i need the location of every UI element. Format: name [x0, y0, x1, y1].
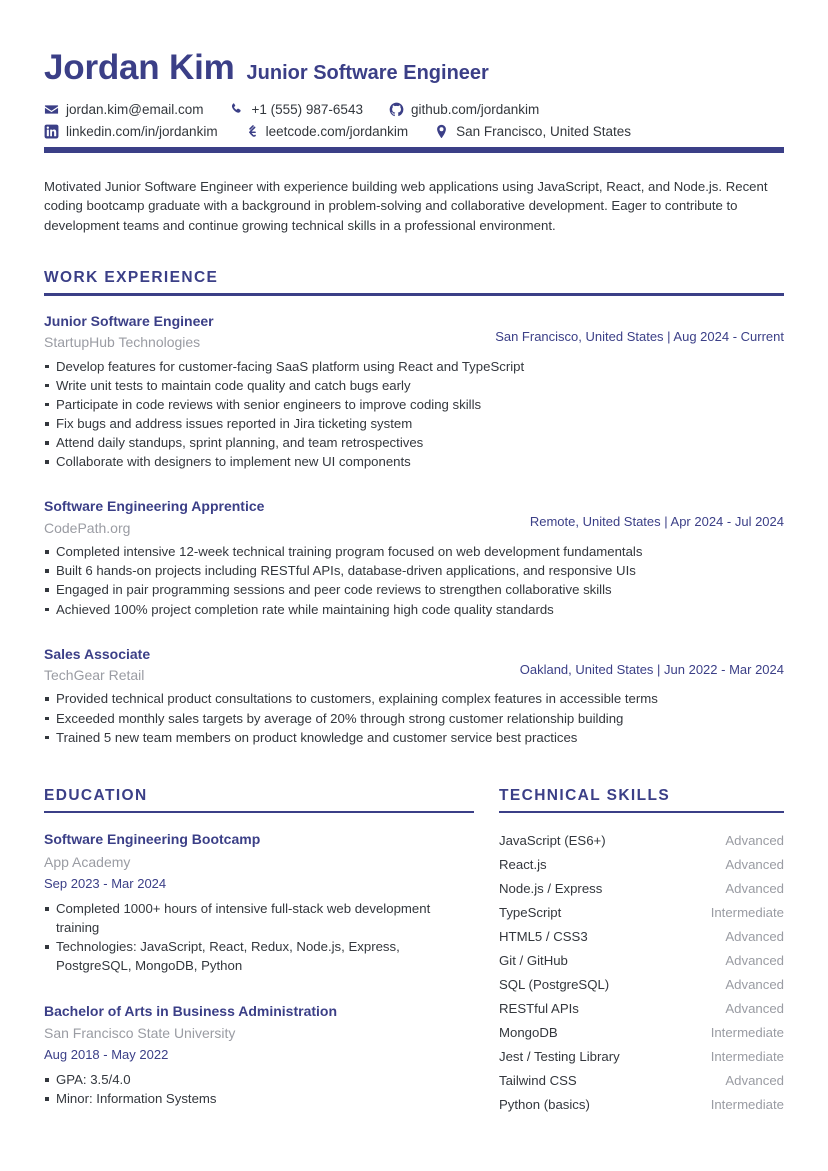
phone-icon: [230, 102, 245, 117]
education-divider: [44, 811, 474, 814]
education-section: [44, 787, 474, 1109]
contact-item-leetcode[interactable]: [244, 124, 409, 139]
skill-row: [499, 948, 784, 972]
work-experience-heading: WORK EXPERIENCE: [44, 269, 219, 287]
skill-row: [499, 1044, 784, 1068]
education-bullet-list: [44, 899, 474, 976]
skill-name: Node.js / Express: [499, 880, 603, 896]
work-experience-section: [44, 269, 784, 746]
experience-bullet: Attend daily standups, sprint planning, and team retrospectives: [44, 433, 784, 452]
skill-row: [499, 900, 784, 924]
experience-entry-header: [44, 498, 784, 537]
skill-level: Advanced: [725, 952, 784, 968]
name-title-row: [44, 50, 784, 87]
education-heading: EDUCATION: [44, 786, 148, 804]
contact-text: +1 (555) 987-6543: [251, 101, 363, 117]
contact-item-linkedin[interactable]: [44, 124, 218, 139]
education-school: San Francisco State University: [44, 1025, 236, 1042]
skill-row: [499, 876, 784, 900]
contact-text: jordan.kim@email.com: [66, 101, 204, 117]
skill-name: SQL (PostgreSQL): [499, 976, 610, 992]
skill-level: Intermediate: [710, 1024, 784, 1040]
experience-bullet: Trained 5 new team members on product knowledge and customer service best practices: [44, 728, 784, 747]
experience-bullet: Built 6 hands-on projects including RESTful APIs, database-driven applications, and responsive UIs: [44, 561, 784, 580]
skill-name: Jest / Testing Library: [499, 1048, 620, 1064]
experience-bullet-list: [44, 542, 784, 619]
resume-header: [44, 50, 784, 153]
contact-text: github.com/jordankim: [410, 101, 540, 117]
column-gap: [474, 787, 499, 1116]
contact-row-1: [44, 102, 784, 117]
experience-entry: [44, 313, 784, 472]
header-divider: [44, 147, 784, 153]
technical-skills-section: [499, 787, 784, 1116]
experience-bullet: Participate in code reviews with senior engineers to improve coding skills: [44, 395, 784, 414]
experience-bullet: Exceeded monthly sales targets by average of 20% through strong customer relationship building: [44, 709, 784, 728]
skill-row: [499, 828, 784, 852]
skill-list: [499, 828, 784, 1116]
experience-bullet: Develop features for customer-facing SaaS platform using React and TypeScript: [44, 357, 784, 376]
experience-bullet: Write unit tests to maintain code quality and catch bugs early: [44, 376, 784, 395]
candidate-name: Jordan Kim: [44, 48, 235, 87]
candidate-job-title: Junior Software Engineer: [246, 62, 489, 84]
skill-level: Advanced: [725, 856, 784, 872]
education-entry: [44, 1003, 474, 1109]
education-bullet-list: [44, 1070, 474, 1108]
education-degree: Bachelor of Arts in Business Administration: [44, 1002, 338, 1019]
education-bullet: Minor: Information Systems: [44, 1089, 474, 1108]
experience-bullet: Achieved 100% project completion rate while maintaining high code quality standards: [44, 600, 784, 619]
experience-role: Sales Associate: [44, 645, 151, 662]
skill-name: TypeScript: [499, 904, 562, 920]
experience-location-dates: San Francisco, United States | Aug 2024 - Current: [495, 328, 784, 344]
experience-bullet: Fix bugs and address issues reported in Jira ticketing system: [44, 414, 784, 433]
lower-columns: [44, 787, 784, 1116]
experience-location-dates: Oakland, United States | Jun 2022 - Mar 2024: [519, 661, 784, 677]
skill-name: Python (basics): [499, 1096, 590, 1112]
skill-row: [499, 924, 784, 948]
experience-bullet-list: [44, 357, 784, 472]
education-column: [44, 787, 474, 1116]
contact-item-location-pin[interactable]: [434, 124, 631, 139]
skills-column: [499, 787, 784, 1116]
experience-bullet: Provided technical product consultations to customers, explaining complex features in accessible terms: [44, 689, 784, 708]
experience-bullet-list: [44, 689, 784, 746]
education-entry: [44, 831, 474, 975]
experience-location-dates: Remote, United States | Apr 2024 - Jul 2024: [529, 514, 784, 530]
experience-list: [44, 313, 784, 747]
contact-text: linkedin.com/in/jordankim: [66, 123, 218, 139]
leetcode-icon: [244, 124, 259, 139]
contact-text: leetcode.com/jordankim: [265, 123, 409, 139]
skill-level: Intermediate: [710, 1096, 784, 1112]
contact-item-github[interactable]: [389, 102, 539, 117]
skill-name: Git / GitHub: [499, 952, 568, 968]
skill-level: Advanced: [725, 928, 784, 944]
education-degree: Software Engineering Bootcamp: [44, 831, 261, 848]
experience-entry: [44, 498, 784, 618]
skill-name: RESTful APIs: [499, 1000, 579, 1016]
skill-name: Tailwind CSS: [499, 1072, 577, 1088]
experience-company: CodePath.org: [44, 519, 131, 536]
email-icon: [44, 102, 59, 117]
education-list: [44, 831, 474, 1108]
experience-entry: [44, 646, 784, 747]
skill-level: Advanced: [725, 880, 784, 896]
skill-name: MongoDB: [499, 1024, 558, 1040]
skill-row: [499, 1020, 784, 1044]
linkedin-icon: [44, 124, 59, 139]
skill-row: [499, 1068, 784, 1092]
experience-bullet: Collaborate with designers to implement new UI components: [44, 452, 784, 471]
work-experience-divider: [44, 293, 784, 296]
technical-skills-heading: TECHNICAL SKILLS: [499, 786, 671, 804]
skill-name: HTML5 / CSS3: [499, 928, 588, 944]
skill-level: Intermediate: [710, 1048, 784, 1064]
skill-level: Advanced: [725, 832, 784, 848]
experience-bullet: Completed intensive 12-week technical training program focused on web development fundamentals: [44, 542, 784, 561]
skill-level: Advanced: [725, 1072, 784, 1088]
experience-role: Software Engineering Apprentice: [44, 498, 265, 515]
skill-level: Advanced: [725, 1000, 784, 1016]
education-bullet: Technologies: JavaScript, React, Redux, Node.js, Express, PostgreSQL, MongoDB, Python: [44, 937, 474, 975]
education-bullet: Completed 1000+ hours of intensive full-stack web development training: [44, 899, 474, 937]
skill-name: JavaScript (ES6+): [499, 832, 606, 848]
contact-text: San Francisco, United States: [456, 123, 631, 139]
contact-item-phone[interactable]: [230, 102, 363, 117]
professional-summary: Motivated Junior Software Engineer with experience building web applications using JavaScript, React, and Node.js. Recent coding bootcamp graduate with a background in problem-solving and collaborative development. Eager to contribute to development teams and continue growing technical skills in a professional environment.: [44, 178, 768, 233]
experience-bullet: Engaged in pair programming sessions and peer code reviews to strengthen collaborative skills: [44, 580, 784, 599]
experience-role: Junior Software Engineer: [44, 312, 214, 329]
experience-entry-header: [44, 646, 784, 685]
skill-row: [499, 852, 784, 876]
contact-row-2: [44, 124, 784, 139]
education-school: App Academy: [44, 853, 131, 870]
education-dates: Aug 2018 - May 2022: [44, 1047, 169, 1063]
education-bullet: GPA: 3.5/4.0: [44, 1070, 474, 1089]
github-icon: [389, 102, 404, 117]
skill-row: [499, 972, 784, 996]
experience-entry-header: [44, 313, 784, 352]
experience-company: TechGear Retail: [44, 667, 145, 684]
location-pin-icon: [434, 124, 449, 139]
skill-level: Intermediate: [710, 904, 784, 920]
skill-level: Advanced: [725, 976, 784, 992]
technical-skills-divider: [499, 811, 784, 814]
skill-name: React.js: [499, 856, 547, 872]
skill-row: [499, 1092, 784, 1116]
education-dates: Sep 2023 - Mar 2024: [44, 876, 167, 892]
contact-info: [44, 102, 784, 139]
experience-company: StartupHub Technologies: [44, 334, 201, 351]
contact-item-email[interactable]: [44, 102, 204, 117]
skill-row: [499, 996, 784, 1020]
